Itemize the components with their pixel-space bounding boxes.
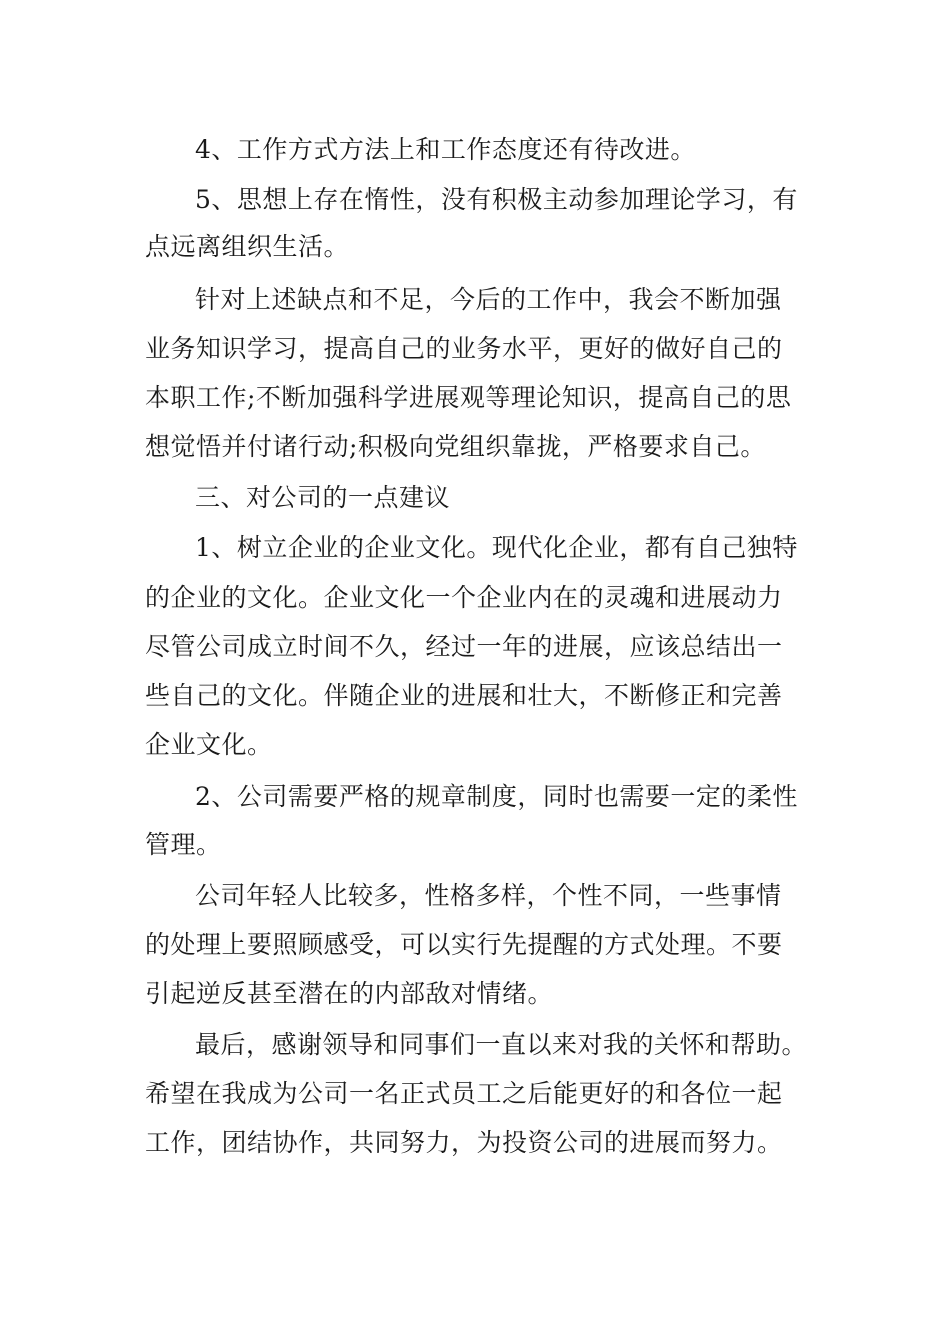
text-line: 尽管公司成立时间不久，经过一年的进展，应该总结出一 xyxy=(145,632,783,661)
text-line: 工作，团结协作，共同努力，为投资公司的进展而努力。 xyxy=(145,1128,783,1157)
text-line: 业务知识学习，提高自己的业务水平，更好的做好自己的 xyxy=(145,334,783,363)
section-heading: 三、对公司的一点建议 xyxy=(195,483,451,512)
text-line: 4、工作方式方法上和工作态度还有待改进。 xyxy=(195,135,696,164)
text-line: 1、树立企业的企业文化。现代化企业，都有自己独特 xyxy=(195,533,798,562)
text-line: 针对上述缺点和不足，今后的工作中，我会不断加强 xyxy=(195,285,782,314)
text-line: 本职工作;不断加强科学进展观等理论知识，提高自己的思 xyxy=(145,383,792,412)
text-line: 希望在我成为公司一名正式员工之后能更好的和各位一起 xyxy=(145,1079,783,1108)
text-line: 最后，感谢领导和同事们一直以来对我的关怀和帮助。 xyxy=(195,1030,808,1059)
text-line: 点远离组织生活。 xyxy=(145,232,350,261)
text-line: 想觉悟并付诸行动;积极向党组织靠拢，严格要求自己。 xyxy=(145,432,766,461)
text-line: 管理。 xyxy=(145,830,222,859)
text-line: 的企业的文化。企业文化一个企业内在的灵魂和进展动力 xyxy=(145,583,783,612)
text-line: 公司年轻人比较多，性格多样，个性不同，一些事情 xyxy=(195,881,782,910)
text-line: 引起逆反甚至潜在的内部敌对情绪。 xyxy=(145,979,554,1008)
text-line: 企业文化。 xyxy=(145,730,273,759)
text-line: 些自己的文化。伴随企业的进展和壮大，不断修正和完善 xyxy=(145,681,783,710)
text-line: 2、公司需要严格的规章制度，同时也需要一定的柔性 xyxy=(195,782,798,811)
text-line: 的处理上要照顾感受，可以实行先提醒的方式处理。不要 xyxy=(145,930,783,959)
text-line: 5、思想上存在惰性，没有积极主动参加理论学习，有 xyxy=(195,185,798,214)
